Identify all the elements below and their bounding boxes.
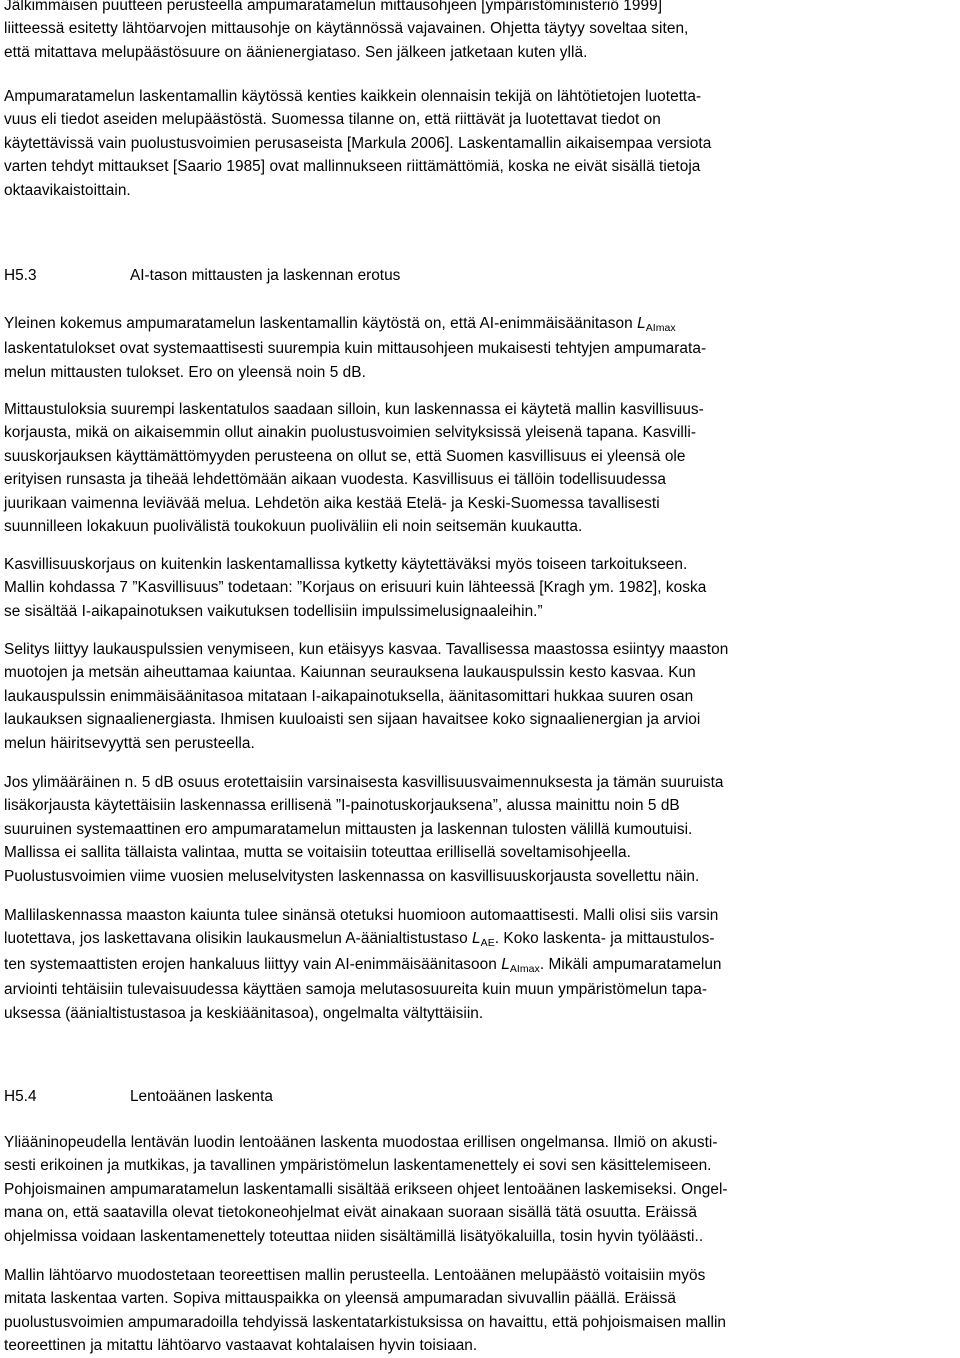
section-number: H5.3 xyxy=(4,267,37,284)
text-line: laukauspulssin enimmäisäänitasoa mitataan I-aikapainotuksella, äänitasomittari hukkaa suuren osan xyxy=(4,687,694,705)
text-line: Ampumaratamelun laskentamallin käytössä kenties kaikkein olennaisin tekijä on lähtötietojen luotetta- xyxy=(4,88,702,105)
paragraph-model-reverberation xyxy=(4,904,954,1025)
text-line: teoreettinen ja mitattu lähtöarvo vastaavat kohtalaisen hyvin toisiaan. xyxy=(4,1337,478,1355)
text-line: vuus eli tiedot aseiden melupäästöstä. Suomessa tilanne on, että riittävät ja luotettavat tiedot on xyxy=(4,111,661,129)
paragraph-correction-purpose xyxy=(4,553,954,623)
text-line: arviointi tehtäisiin tulevaisuudessa käyttäen samoja melutasosuureita kuin muun ympäristömelun tapa- xyxy=(4,981,708,999)
text-line: käytettävissä vain puolustusvoimien perusaseista [Markula 2006]. Laskentamallin aikaisempaa versiota xyxy=(4,134,712,152)
text-line: mitata laskentaa varten. Sopiva mittauspaikka on yleensä ampumaradan sivuvallin päällä. Eräissä xyxy=(4,1290,677,1308)
text-line: Selitys liittyy laukauspulssien venymiseen, kun etäisyys kasvaa. Tavallisessa maastossa esiintyy maaston xyxy=(4,641,729,658)
text-line: lisäkorjausta käytettäisiin laskennassa erillisenä ”I-painotuskorjauksena”, alussa mainittu noin 5 dB xyxy=(4,797,680,815)
text-line: laukauksen signaalienergiasta. Ihmisen kuuloaisti sen sijaan havaitsee koko signaalienergian ja arvioi xyxy=(4,711,701,729)
text-line: Mallilaskennassa maaston kaiunta tulee sinänsä otetuksi huomioon automaattisesti. Malli olisi siis varsin xyxy=(4,907,719,924)
text-line: Jos ylimääräinen n. 5 dB osuus erotettaisiin varsinaisesta kasvillisuusvaimennuksesta ja tämän suuruista xyxy=(4,774,724,791)
section-heading-h5-4 xyxy=(4,1085,954,1109)
paragraph-measurement-guidance xyxy=(4,0,954,64)
text-fragment: luotettava, jos laskettavana olisikin laukausmelun A-äänialtistustaso xyxy=(4,930,473,948)
text-line: suuruinen systemaattinen ero ampumaratamelun mittausten ja laskennan tulosten välillä kumoutuisi. xyxy=(4,820,693,838)
text-line: Mallissa ei sallita tällaista valintaa, mutta se voitaisiin toteuttaa erillisellä soveltamisohjeella. xyxy=(4,844,631,862)
paragraph-flight-noise xyxy=(4,1131,954,1248)
text-line: melun mittausten tulokset. Ero on yleensä noin 5 dB. xyxy=(4,363,366,381)
text-line: Mallin kohdassa 7 ”Kasvillisuus” todetaan: ”Korjaus on erisuuri kuin lähteessä [Kragh ym. 1982], koska xyxy=(4,579,707,597)
text-line: Mittaustuloksia suurempi laskentatulos saadaan silloin, kun laskennassa ei käytetä mallin kasvillisuus- xyxy=(4,401,704,418)
section-title: Lentoäänen laskenta xyxy=(130,1088,273,1105)
text-fragment: Yleinen kokemus ampumaratamelun laskentamallin käytöstä on, että AI-enimmäisäänitason xyxy=(4,315,638,332)
text-line: puolustusvoimien ampumaradoilla tehdyissä laskentatarkistuksissa on havaittu, että pohjoismaisen mallin xyxy=(4,1313,727,1331)
text-line xyxy=(4,930,715,950)
symbol-l: L xyxy=(501,955,510,973)
text-fragment: ten systemaattisten erojen hankaluus liittyy vain AI-enimmäisäänitasoon xyxy=(4,955,502,973)
text-line: laskentatulokset ovat systemaattisesti suurempia kuin mittausohjeen mukaisesti tehtyjen ampumarata- xyxy=(4,340,707,358)
text-line: Yliääninopeudella lentävän luodin lentoäänen laskenta muodostaa erillisen ongelmansa. Ilmiö on akusti- xyxy=(4,1134,718,1151)
text-line: Mallin lähtöarvo muodostetaan teoreettisen mallin perusteella. Lentoäänen melupäästö voitaisiin myös xyxy=(4,1267,706,1284)
text-line: erityisen runsasta ja tiheää lehdettömään aikaan vuodesta. Kasvillisuus ei tällöin todellisuudessa xyxy=(4,471,666,489)
text-line: Pohjoismainen ampumaratamelun laskentamalli sisältää erikseen ohjeet lentoäänen laskemiseksi. Ongel- xyxy=(4,1180,728,1198)
text-line xyxy=(4,315,676,332)
text-line: uksessa (äänialtistustasoa ja keskiäänitasoa), ongelmalta vältyttäisiin. xyxy=(4,1004,484,1022)
section-number: H5.4 xyxy=(4,1088,37,1105)
symbol-l: L xyxy=(637,315,646,332)
text-line: että mitattava melupäästösuure on äänienergiataso. Sen jälkeen jatketaan kuten yllä. xyxy=(4,43,588,61)
symbol-subscript: AE xyxy=(480,937,495,950)
text-line: ohjelmissa voidaan laskentamenettely toteuttaa niiden sisältämillä lisätyökaluilla, tosin hyvin työläästi.. xyxy=(4,1227,704,1245)
section-heading-h5-3 xyxy=(4,264,954,288)
text-line: suunnilleen lokakuun puolivälistä toukokuun puoliväliin eli noin seitsemän kuukautta. xyxy=(4,518,583,536)
paragraph-model-source-value xyxy=(4,1264,954,1358)
text-line: mana on, että saatavilla olevat tietokoneohjelmat eivät ainakaan suoraan sisällä tätä osuutta. Eräissä xyxy=(4,1204,697,1222)
paragraph-extra-correction xyxy=(4,771,954,888)
paragraph-pulse-stretching xyxy=(4,638,954,755)
paragraph-general-experience xyxy=(4,312,954,384)
text-line: Jälkimmäisen puutteen perusteella ampumaratamelun mittausohjeen [ympäristöministeriö 1999] xyxy=(4,0,663,14)
text-line: korjausta, mikä on aikaisemmin ollut ainakin puolustusvoimien selvityksissä yleisenä tapana. Kasvilli- xyxy=(4,424,697,442)
text-line: suuskorjauksen käyttämättömyyden perusteena on ollut se, että Suomen kasvillisuus ei yleensä ole xyxy=(4,447,686,465)
text-line: se sisältää I-aikapainotuksen vaikutuksen todellisiin impulssimelusignaaleihin.” xyxy=(4,602,543,620)
section-title: AI-tason mittausten ja laskennan erotus xyxy=(130,267,401,284)
text-line: muotojen ja metsän aiheuttamaa kaiuntaa. Kaiunnan seurauksena laukauspulssin kesto kasvaa. Kun xyxy=(4,664,696,682)
paragraph-vegetation-correction xyxy=(4,398,954,538)
paragraph-source-data-reliability xyxy=(4,85,954,202)
text-fragment: . Mikäli ampumaratamelun xyxy=(539,955,722,973)
text-line: juurikaan vaimenna leviävää melua. Lehdetön aika kestää Etelä- ja Keski-Suomessa tavallisesti xyxy=(4,494,660,512)
text-line: oktaavikaistoittain. xyxy=(4,181,131,199)
text-line: melun häiritsevyyttä sen perusteella. xyxy=(4,734,255,752)
symbol-l: L xyxy=(472,930,481,948)
text-line: sesti erikoinen ja mutkikas, ja tavallinen ympäristömelun laskentamenettely ei sovi sen käsittelemiseen. xyxy=(4,1157,712,1175)
text-line: varten tehdyt mittaukset [Saario 1985] ovat mallinnukseen riittämättömiä, koska ne eivät sisällä tietoja xyxy=(4,158,701,176)
text-fragment: . Koko laskenta- ja mittaustulos- xyxy=(494,930,715,948)
symbol-subscript: AImax xyxy=(645,322,676,334)
text-line: liitteessä esitetty lähtöarvojen mittausohje on käytännössä vajavainen. Ohjetta täytyy soveltaa siten, xyxy=(4,20,689,38)
text-line xyxy=(4,956,722,973)
text-line: Kasvillisuuskorjaus on kuitenkin laskentamallissa kytketty käytettäväksi myös toiseen tarkoitukseen. xyxy=(4,556,688,573)
text-line: Puolustusvoimien viime vuosien meluselvitysten laskennassa on kasvillisuuskorjausta sovellettu näin. xyxy=(4,867,700,885)
symbol-subscript: AImax xyxy=(509,962,540,975)
